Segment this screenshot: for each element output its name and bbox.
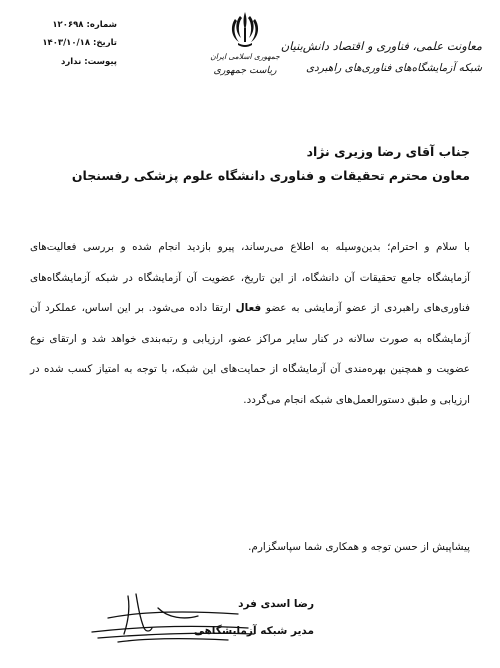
body-text-bold: فعال (235, 302, 262, 314)
body-text-part1: با سلام و احترام؛ بدین‌وسیله به اطلاع می‌رساند، پیرو بازدید انجام شده و بررسی فعالیت‌های آزمایشگاه جامع تحقیقات آن دانشگاه، از این تاریخ، عضویت آن آزمایشگاه در شبکه آزمایشگاه‌های فناوری‌های راهبردی از عضو آزمایشی به عضو (30, 241, 470, 314)
government-name: جمهوری اسلامی ایران (210, 52, 280, 61)
date-value: ۱۴۰۳/۱۰/۱۸ (42, 38, 91, 48)
attachment-value: ندارد (61, 57, 82, 67)
organization-header (280, 38, 482, 76)
date-label: تاریخ: (93, 38, 117, 48)
letter-attachment (61, 55, 117, 69)
body-paragraph (30, 232, 470, 415)
network-name: شبکه آزمایشگاه‌های فناوری‌های راهبردی (305, 62, 482, 74)
recipient-title: معاون محترم تحقیقات و فناوری دانشگاه علوم پزشکی رفسنجان (71, 168, 470, 183)
body-text-part2: ارتقا داده می‌شود. بر این اساس، عملکرد آن آزمایشگاه به صورت سالانه در کنار سایر مراکز عضو، ارزیابی و رتبه‌بندی خواهد شد و ارتقای نوع عضویت و همچنین بهره‌مندی آن آزمایشگاه از حمایت‌های این شبکه، با توجه به امتیاز کسب شده در ارزیابی و طبق دستورالعمل‌های شبکه انجام می‌گردد. (30, 302, 470, 406)
number-label: شماره: (86, 20, 117, 30)
number-value: ۱۲۰۶۹۸ (52, 20, 84, 30)
signatory-title: مدیر شبکه آزمایشگاهی (193, 625, 314, 637)
recipient-name: جناب آقای رضا وزیری نژاد (306, 144, 470, 159)
presidency-name: ریاست جمهوری (213, 65, 277, 76)
signatory-name: رضا اسدی فرد (238, 598, 314, 610)
letter-date (42, 36, 117, 50)
letter-body (30, 232, 470, 415)
iran-emblem-icon (228, 10, 262, 48)
handwritten-signature-icon (88, 588, 258, 648)
closing-line: پیشاپیش از حسن توجه و همکاری شما سپاسگزارم. (248, 541, 470, 553)
organization-name: معاونت علمی، فناوری و اقتصاد دانش‌بنیان (280, 39, 482, 53)
letter-number (52, 18, 117, 32)
attachment-label: پیوست: (84, 57, 117, 67)
